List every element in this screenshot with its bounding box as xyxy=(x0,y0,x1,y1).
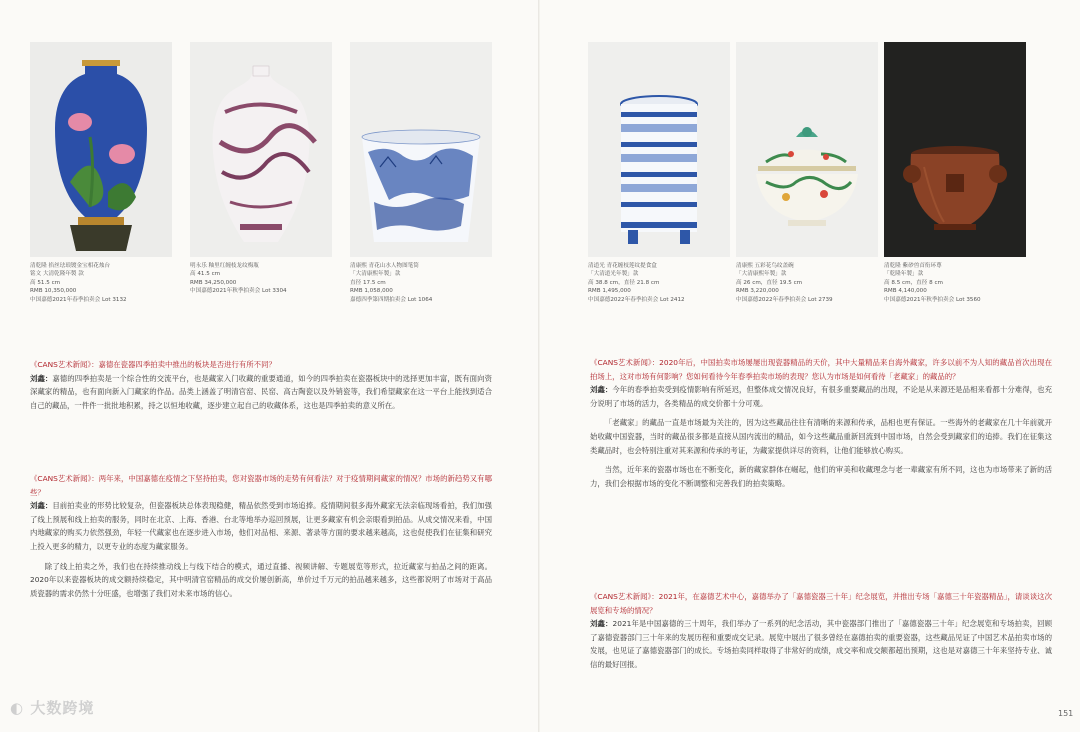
interview-q4: 《CANS艺术新闻》：2021年，在嘉德艺术中心，嘉德举办了「嘉德瓷器三十年」纪念展览，并推出专场「嘉德三十年瓷器精品」，请谈谈这次展览和专场的情况？ 刘鑫：2021年是中国嘉德的三十周年，我们举办了一系列的纪念活动，其中瓷器部门推出了「嘉德瓷器三十年」纪念展览和专场拍卖，回顾了嘉德瓷器部门三十年来的发展历程和重要成交记录。展览中展出了很多曾经在嘉德拍卖的重要瓷器，这些藏品见证了中国艺术品拍卖市场的发展，也见证了嘉德瓷器部门的成长。专场拍卖同样取得了非常好的成绩，成交率和成交额都超出预期，这也是对嘉德三十年来坚持专业、诚信的最好回报。 xyxy=(590,592,1052,669)
interview-q3: 《CANS艺术新闻》：2020年后，中国拍卖市场屡屡出现瓷器精品的天价，其中大量精品来自海外藏家，许多以前不为人知的藏品首次出现在拍场上，这对市场有何影响？您如何看待今年春季拍卖市场的表现？您认为市场是如何看待「老藏家」的藏品的？ 刘鑫：今年的春季拍卖受到疫情影响有所延迟，但整体成交情况良好，有很多重要藏品的出现，不论是从来源还是品相来看都十分难得，也充分说明了市场的活力，各类精品的成交价都十分可观。 「老藏家」的藏品一直是市场最为关注的，因为这些藏品往往有清晰的来源和传承，品相也更有保证。一些海外的老藏家在几十年前就开始收藏中国瓷器，当时的藏品很多都是直接从国内流出的精品，如今这些藏品重新回流到中国市场，自然会受到藏家们的追捧。我们在征集这类藏品时，也会特别注重对其来源和传承的考证，为藏家提供详尽的资料，让他们能够放心购买。 当然，近年来的瓷器市场也在不断变化，新的藏家群体在崛起，他们的审美和收藏理念与老一辈藏家有所不同，这也为市场带来了新的活力，我们会根据市场的变化不断调整和完善我们的拍卖策略。 xyxy=(590,358,1052,488)
watermark-logo: ◐ 大数跨境 xyxy=(10,699,95,717)
covered-bowl-photo xyxy=(736,42,878,257)
zisha-zun-photo xyxy=(884,42,1026,257)
caption-food-box: 清道光 青花缠枝莲纹提食盒 「大清道光年製」款 高 38.8 cm，直径 21.8 cm RMB 1,495,000 中国嘉德2022年春季拍卖会 Lot 2412 xyxy=(588,263,685,303)
caption-zisha-zun: 清乾隆 紫砂兽首衔环尊 「乾隆年製」款 高 8.5 cm，直径 8 cm RMB 4,140,000 中国嘉德2021年秋季拍卖会 Lot 3560 xyxy=(884,263,981,303)
lotus-vase-photo xyxy=(30,42,172,257)
caption-lotus-vase: 清乾隆 掐丝珐琅镀金宝相花烛台 铭文 大清乾隆年製 款 高 51.5 cm RMB 10,350,000 中国嘉德2021年春季拍卖会 Lot 3132 xyxy=(30,263,127,303)
watermark-icon: ◐ xyxy=(10,699,31,717)
right-page xyxy=(540,0,1080,732)
dragon-meiping-photo xyxy=(190,42,332,257)
caption-brush-pot: 清康熙 青花山水人物图笔筒 「大清康熙年製」款 直径 17.5 cm RMB 1,058,000 嘉德四季第四期拍卖会 Lot 1064 xyxy=(350,263,433,303)
brush-pot-photo xyxy=(350,42,492,257)
page-number: 151 xyxy=(1058,709,1074,718)
interview-q1: 《CANS艺术新闻》：嘉德在瓷器四季拍卖中推出的板块是否进行有所不同？ 刘鑫：嘉德的四季拍卖是一个综合性的交流平台，也是藏家入门收藏的重要通道，如今的四季拍卖在瓷器板块中的选择更加丰富，既有面向资深藏家的精品，也有面向新入门藏家的作品。品类上涵盖了明清官窑、民窑、高古陶瓷以及外销瓷等，我们希望藏家在这一平台上能找到适合自己的藏品，一件件一批批地积累，持之以恒地收藏，逐步建立起自己的收藏体系，这也是四季拍卖的意义所在。 xyxy=(30,360,492,410)
caption-covered-bowl: 清康熙 五彩花鸟纹盖碗 「大清康熙年製」款 高 26 cm，直径 19.5 cm RMB 3,220,000 中国嘉德2022年春季拍卖会 Lot 2739 xyxy=(736,263,833,303)
caption-dragon-meiping: 明永乐 釉里红缠枝龙纹梅瓶 高 41.5 cm RMB 34,250,000 中国嘉德2021年秋季拍卖会 Lot 3304 xyxy=(190,263,287,295)
food-box-photo xyxy=(588,42,730,257)
interview-q2: 《CANS艺术新闻》：两年来，中国嘉德在疫情之下坚持拍卖，您对瓷器市场的走势有何看法？对于疫情期间藏家的情况？市场的新趋势又有哪些？ 刘鑫：目前拍卖业的形势比较复杂，但瓷器板块总体表现稳健，精品依然受到市场追捧。疫情期间很多海外藏家无法亲临现场看拍，我们加强了线上预展和线上拍卖的服务，同时在北京、上海、香港、台北等地举办巡回预展，让更多藏家有机会亲眼看到拍品。从成交情况来看，中国内地藏家的购买力依然强劲，年轻一代藏家也在逐步进入市场，他们对品相、来源、著录等方面的要求越来越高，这也促使我们在征集和研究上投入更多的精力，以更专业的态度为藏家服务。 除了线上拍卖之外，我们也在持续推动线上与线下结合的模式，通过直播、视频讲解、专题展览等形式，拉近藏家与拍品之间的距离。2020年以来瓷器板块的成交额持续稳定，其中明清官窑精品的成交价屡创新高，单价过千万元的拍品越来越多，这些都说明了市场对于高品质瓷器的需求仍然十分旺盛，也增强了我们对未来市场的信心。 xyxy=(30,474,492,598)
